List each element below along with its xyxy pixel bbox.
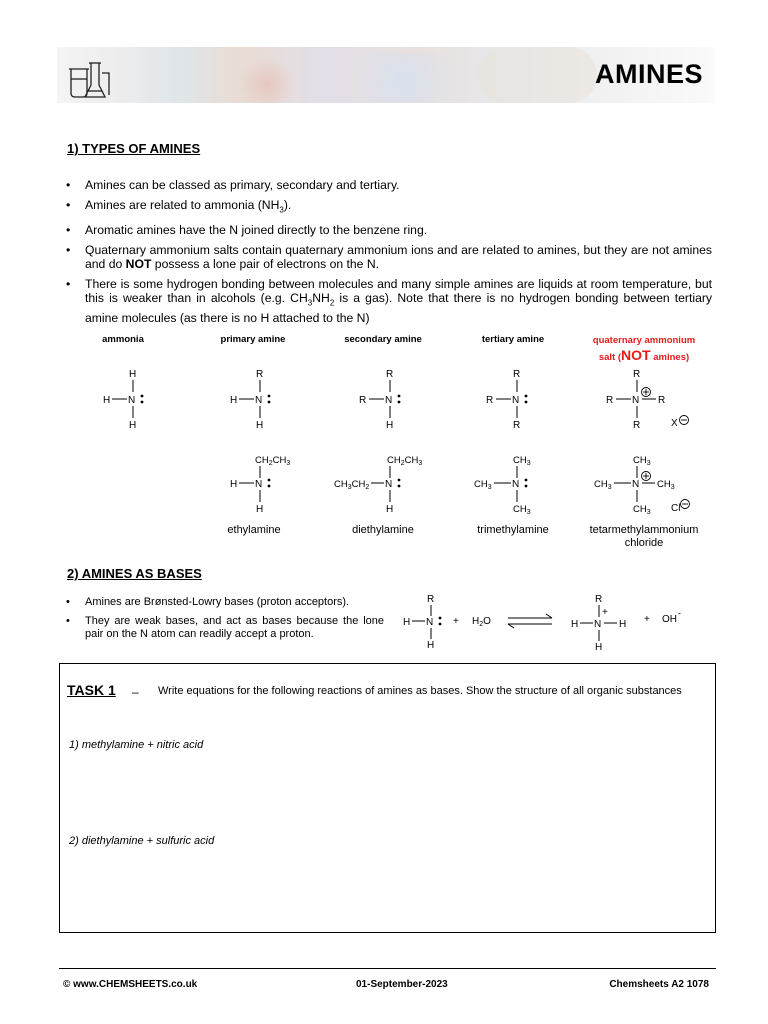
positive-charge-icon	[642, 388, 651, 397]
lab-glassware-icon	[65, 55, 111, 99]
subscript: 3	[307, 298, 313, 308]
bullet-text: is a gas). Note that there is no hydrogen bonding between tertiary amine molecules (as there is no H attached to the N)	[85, 291, 712, 325]
atom-label: $CH_3$	[513, 504, 531, 516]
task-question-1: 1) methylamine + nitric acid	[69, 739, 204, 751]
name-tetramethylammonium-chloride	[574, 524, 714, 550]
tertiary-amine-structure	[484, 366, 544, 430]
tetramethylammonium-chloride-structure	[593, 452, 723, 516]
atom-label: N	[128, 395, 136, 406]
negative-charge-icon	[680, 416, 689, 425]
atom-label: $CH_3$	[594, 479, 612, 491]
label-primary-amine: primary amine	[220, 334, 286, 345]
bullet-text: NH	[312, 291, 330, 306]
task-box	[59, 663, 716, 933]
banner-decor	[477, 47, 597, 103]
plus-sign: +	[453, 616, 459, 627]
name-diethylamine: diethylamine	[352, 524, 414, 536]
atom-label: R	[633, 369, 641, 380]
atom-label: H	[256, 420, 264, 431]
section-heading-bases: 2) AMINES AS BASES	[67, 566, 202, 581]
atom-label: $CH_3$	[633, 504, 651, 516]
atom-label: H	[403, 617, 411, 628]
atom-label: $CH_3$	[513, 455, 531, 467]
types-bullet-list	[66, 178, 712, 331]
emphasis: NOT	[125, 257, 152, 272]
atom-label: N	[594, 619, 602, 630]
atom-label: H	[571, 619, 579, 630]
atom-label: R	[256, 369, 264, 380]
bullet-item: • They are weak bases, and act as bases because the lone pair on the N atom can readily accept a proton.	[66, 615, 384, 641]
atom-label: $CH_3$	[657, 479, 675, 491]
bullet-text: possess a lone pair of electrons on the N.	[151, 257, 380, 272]
bullet-item	[66, 243, 712, 271]
atom-label: $CH_3$	[633, 455, 651, 467]
atom-label: $CH_3CH_2$	[334, 479, 370, 491]
task-title: TASK 1	[67, 682, 116, 698]
bullet-text: There is some hydrogen bonding between molecules and many simple amines are liquids at room temperature, but this is weaker than in alcohols (e.g. CH	[85, 277, 712, 306]
bullet-item	[66, 198, 712, 217]
negative-charge-icon: -	[678, 608, 681, 618]
atom-label: H	[129, 369, 137, 380]
atom-label: H	[230, 395, 238, 406]
secondary-amine-structure	[357, 366, 417, 430]
subscript: 2	[329, 298, 335, 308]
label-text: salt (	[598, 352, 622, 363]
name-trimethylamine: trimethylamine	[477, 524, 549, 536]
bullet-item	[66, 223, 712, 237]
atom-label: R	[359, 395, 367, 406]
footer-website: © www.CHEMSHEETS.co.uk	[63, 979, 198, 990]
task-question-2: 2) diethylamine + sulfuric acid	[69, 835, 215, 847]
atom-label: N	[385, 395, 393, 406]
atom-label: X	[671, 418, 678, 429]
atom-label: R	[386, 369, 394, 380]
quaternary-ammonium-structure	[604, 366, 704, 430]
footer-reference: Chemsheets A2 1078	[609, 979, 709, 990]
page-title: AMINES	[594, 59, 703, 89]
name-ethylamine: ethylamine	[227, 524, 281, 536]
bullet-text: Amines are related to ammonia (NH	[85, 198, 280, 212]
task-dash: –	[132, 685, 139, 699]
atom-label: R	[606, 395, 614, 406]
label-emphasis: NOT	[621, 347, 651, 363]
atom-label: H	[595, 642, 603, 653]
atom-label: R	[486, 395, 494, 406]
atom-label: N	[632, 479, 640, 490]
atom-label: N	[632, 395, 640, 406]
positive-charge-icon: +	[602, 607, 608, 618]
primary-amine-structure	[227, 366, 287, 430]
atom-label: H	[427, 640, 435, 651]
bullet-item	[66, 277, 712, 324]
diethylamine-structure	[333, 452, 433, 516]
label-text: amines)	[650, 352, 690, 363]
atom-label: $CH_2CH_3$	[255, 455, 291, 467]
bullet-text: ).	[283, 198, 292, 212]
label-text: quaternary ammonium	[592, 335, 696, 346]
plus-sign: +	[644, 614, 650, 625]
atom-label: H	[103, 395, 111, 406]
bullet-text: Amines can be classed as primary, secondary and tertiary.	[85, 178, 400, 192]
hydroxide-formula: OH	[662, 614, 677, 625]
atom-label: H	[230, 479, 238, 490]
label-quaternary-ammonium	[584, 334, 704, 365]
atom-label: R	[513, 369, 521, 380]
atom-label: H	[386, 420, 394, 431]
amine-base-equation	[400, 591, 720, 655]
positive-charge-icon	[642, 472, 651, 481]
atom-label: R	[658, 395, 666, 406]
atom-label: N	[255, 395, 263, 406]
atom-label: Cl	[671, 503, 681, 514]
atom-label: N	[512, 395, 520, 406]
atom-label: H	[256, 504, 264, 515]
ethylamine-structure	[227, 452, 307, 516]
atom-label: H	[129, 420, 137, 431]
atom-label: H	[386, 504, 394, 515]
bases-bullet-list	[66, 596, 384, 647]
atom-label: R	[633, 420, 641, 431]
label-ammonia: ammonia	[102, 334, 144, 345]
label-tertiary-amine: tertiary amine	[481, 334, 545, 345]
atom-label: N	[512, 479, 520, 490]
header-banner	[57, 47, 715, 103]
atom-label: R	[427, 594, 435, 605]
bullet-text: Quaternary ammonium salts contain quaternary ammonium ions and are related to amines, but they are not amines and do	[85, 243, 712, 272]
atom-label: N	[255, 479, 263, 490]
bullet-text: Aromatic amines have the N joined directly to the benzene ring.	[85, 223, 428, 238]
subscript: 3	[279, 205, 284, 215]
atom-label: N	[385, 479, 393, 490]
footer-date: 01-September-2023	[356, 979, 448, 990]
atom-label: $CH_3$	[474, 479, 492, 491]
label-secondary-amine: secondary amine	[344, 334, 422, 345]
atom-label: $CH_2CH_3$	[387, 455, 423, 467]
water-formula: $H_2O$	[472, 616, 491, 628]
name-text: tetarmethylammonium	[589, 524, 699, 536]
equilibrium-arrow-icon	[508, 614, 552, 628]
bullet-item	[66, 178, 712, 192]
negative-charge-icon	[681, 500, 690, 509]
name-text: chloride	[624, 537, 664, 549]
trimethylamine-structure	[473, 452, 553, 516]
bullet-item: • Amines are Brønsted-Lowry bases (proton acceptors).	[66, 596, 384, 609]
atom-label: R	[595, 594, 603, 605]
atom-label: N	[426, 617, 434, 628]
atom-label: H	[619, 619, 627, 630]
footer-divider	[59, 968, 716, 969]
task-description: Write equations for the following reactions of amines as bases. Show the structure of all organic substances	[158, 685, 682, 697]
section-heading-types: 1) TYPES OF AMINES	[67, 141, 201, 156]
atom-label: R	[513, 420, 521, 431]
ammonia-structure	[100, 366, 160, 430]
